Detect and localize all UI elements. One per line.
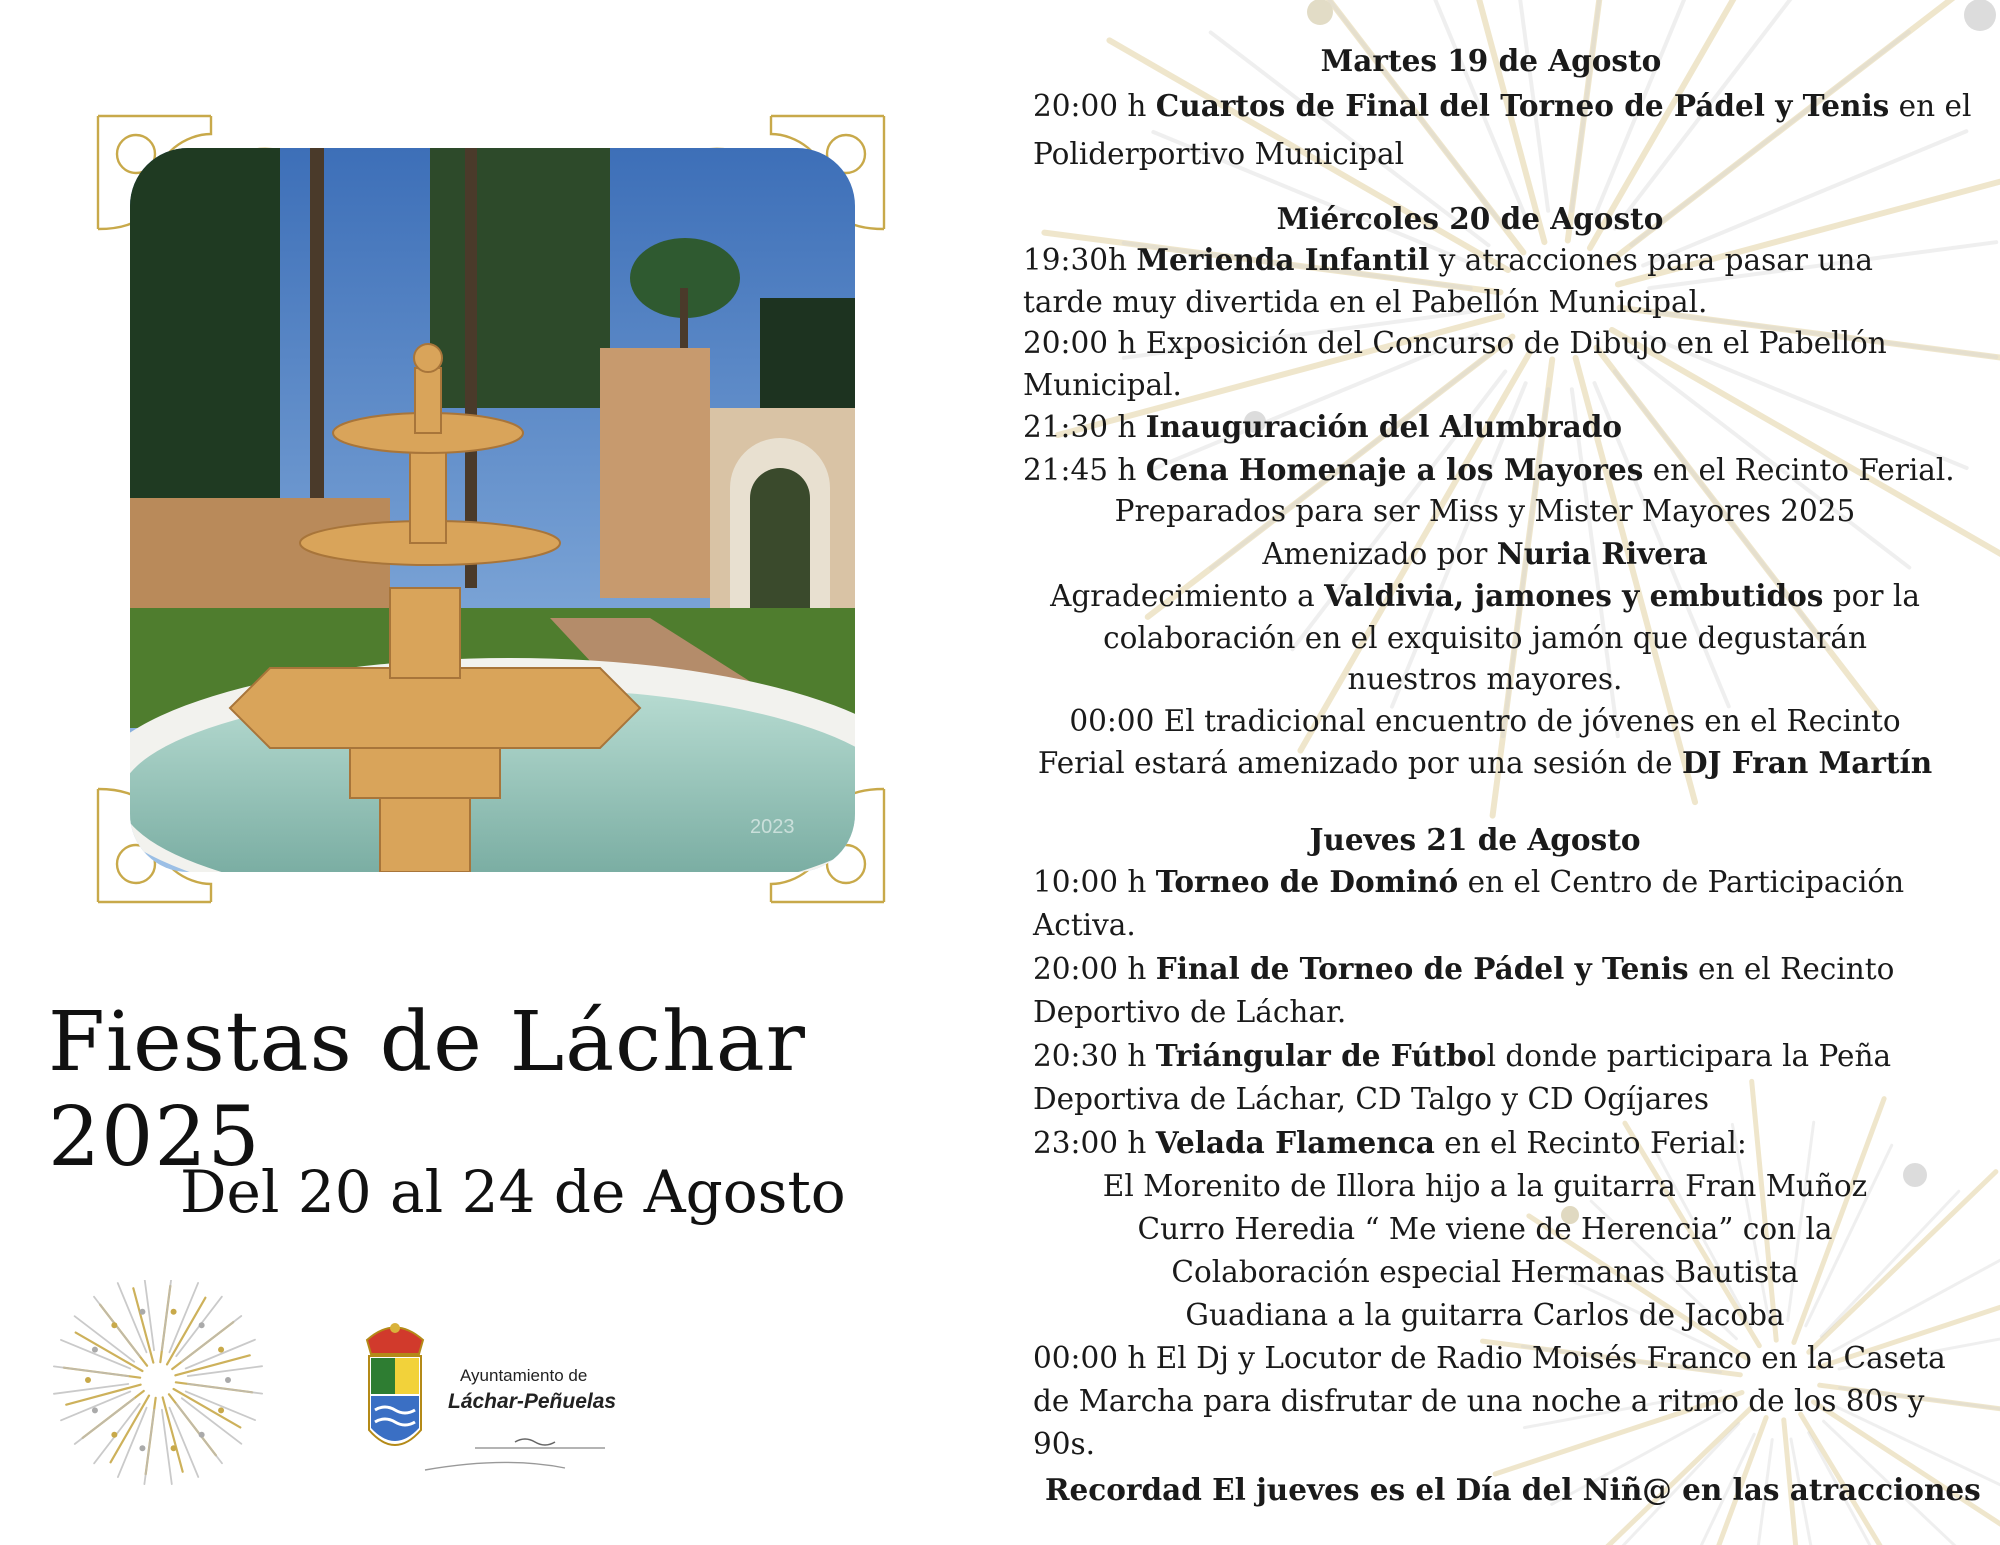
fountain-photo-illustration [130,148,855,872]
schedule-line [995,533,1975,576]
time: 23:00 h [1033,1126,1156,1160]
schedule-line [995,742,1975,785]
time: 20:00 h [1033,88,1156,123]
schedule-line: nuestros mayores. [1347,662,1623,696]
schedule-line [1015,1034,1975,1078]
schedule-line [1015,82,1975,130]
schedule-line: Curro Heredia “ Me viene de Herencia” con la [1137,1212,1833,1246]
event-dates: Del 20 al 24 de Agosto [180,1158,846,1226]
schedule-line: Preparados para ser Miss y Mister Mayores 2025 [1114,494,1856,528]
schedule-line [1015,947,1975,991]
day-heading-jueves: Jueves 21 de Agosto [1309,821,1641,857]
logo-text-ayuntamiento: Ayuntamiento de [460,1366,588,1385]
schedule-line: Municipal. [1023,367,1182,402]
fountain-photo [130,148,855,872]
event-name: Final de Torneo de Pádel y Tenis [1155,951,1689,986]
time: 19:30h [1023,243,1137,277]
photo-watermark: 2023 [750,816,795,838]
event-detail: por la [1823,579,1920,613]
firework-icon [40,1280,270,1490]
event-name: Triángular de Fútbo [1155,1038,1487,1073]
schedule-line: Guadiana a la guitarra Carlos de Jacoba [1185,1298,1785,1332]
event-detail: Amenizado por [1262,536,1497,571]
schedule-line: Activa. [1033,908,1136,942]
closing-note: Recordad El jueves es el Día del Niñ@ en las atracciones [1045,1472,1981,1507]
event-name: Torneo de Dominó [1155,864,1459,899]
time: 10:00 h [1033,865,1156,899]
event-name: Velada Flamenca [1155,1125,1435,1160]
time: 20:00 h [1033,952,1156,986]
schedule-line [1015,1121,1975,1165]
event-detail: en el Recinto Ferial: [1434,1126,1747,1160]
schedule-line: El Morenito de Illora hijo a la guitarra Fran Muñoz [1102,1169,1868,1203]
day-heading-miercoles: Miércoles 20 de Agosto [1276,200,1664,236]
event-detail: Ferial estará amenizado por una sesión de [1037,746,1682,780]
schedule-line: de Marcha para disfrutar de una noche a ritmo de los 80s y [1033,1384,1925,1418]
schedule-line [1015,860,1975,904]
performer-name: DJ Fran Martín [1681,745,1933,780]
event-detail: en el [1889,88,1972,123]
schedule-line [995,575,1975,618]
schedule-line: colaboración en el exquisito jamón que degustarán [1103,620,1867,655]
event-detail: l donde participara la Peña [1486,1039,1892,1073]
event-detail: Agradecimiento a [1050,579,1325,613]
schedule-line [1015,239,1975,282]
time: 20:30 h [1033,1039,1156,1073]
sponsor-name: Valdivia, jamones y embutidos [1324,578,1824,613]
schedule-line: Deportiva de Láchar, CD Talgo y CD Ogíjares [1033,1082,1710,1116]
schedule-line [1015,406,1975,449]
schedule-line: 90s. [1033,1427,1096,1461]
schedule-line: tarde muy divertida en el Pabellón Municipal. [1023,284,1708,319]
event-detail: en el Recinto Ferial. [1643,452,1955,487]
event-name: Inauguración del Alumbrado [1145,409,1623,444]
logo-text-municipality: Láchar-Peñuelas [448,1390,617,1413]
schedule-line: Deportivo de Láchar. [1033,995,1347,1029]
event-detail: en el Recinto [1688,952,1895,986]
schedule-line: 00:00 El tradicional encuentro de jóvenes en el Recinto [1069,703,1901,738]
event-name: Cuartos de Final del Torneo de Pádel y Tenis [1155,87,1890,123]
event-name: Cena Homenaje a los Mayores [1145,451,1644,487]
performer-name: Nuria Rivera [1496,535,1708,571]
event-title: Fiestas de Láchar 2025 [48,995,806,1185]
time: 21:30 h [1023,410,1146,444]
event-detail: en el Centro de Participación [1458,865,1905,899]
schedule-line: Colaboración especial Hermanas Bautista [1171,1255,1799,1289]
day-heading-martes: Martes 19 de Agosto [1320,43,1662,78]
schedule-line: Poliderportivo Municipal [1033,136,1405,171]
schedule-line: 20:00 h Exposición del Concurso de Dibujo en el Pabellón [1023,326,1887,360]
schedule-line [1015,449,1975,492]
program-schedule [1015,40,1981,1514]
event-detail: y atracciones para pasar una [1429,243,1873,277]
event-name: Merienda Infantil [1136,242,1430,277]
time: 21:45 h [1023,452,1146,487]
schedule-line: 00:00 h El Dj y Locutor de Radio Moisés Franco en la Caseta [1033,1341,1946,1375]
